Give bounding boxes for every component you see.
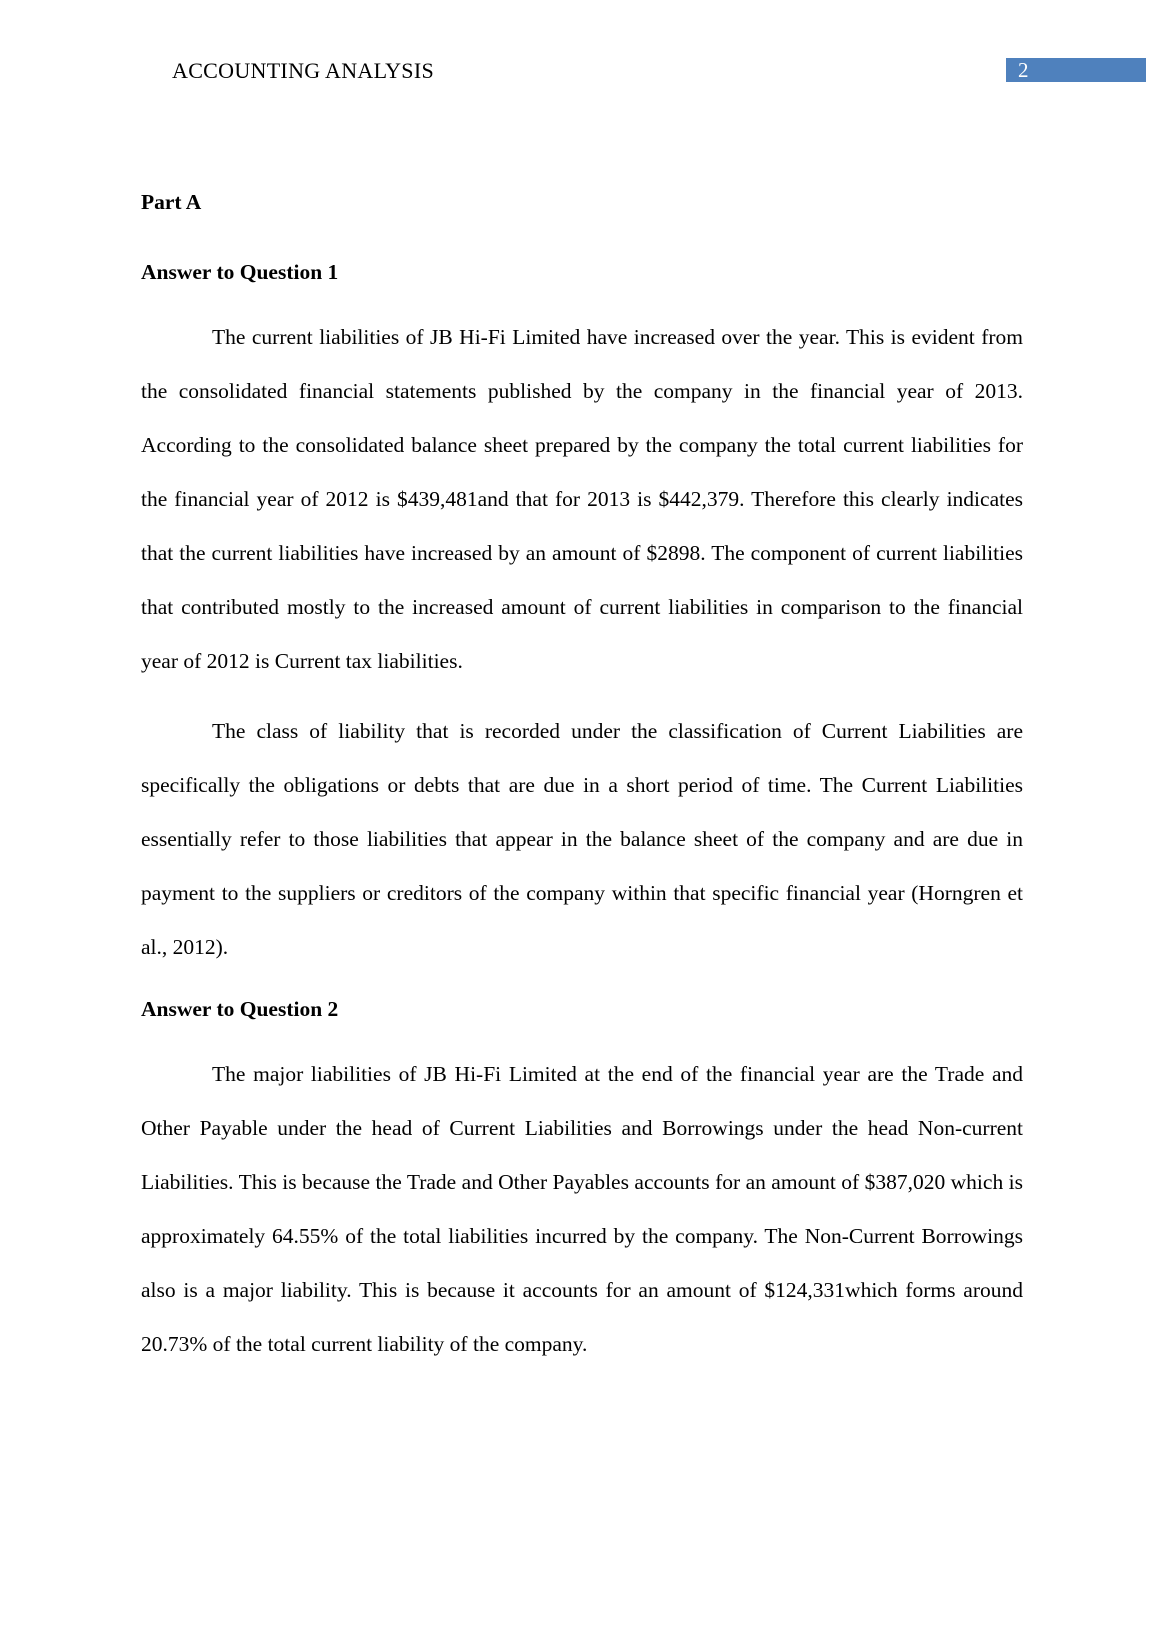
- question-1-heading: Answer to Question 1: [141, 260, 339, 284]
- question-2-paragraph-1: The major liabilities of JB Hi-Fi Limited at the end of the financial year are the Trade and Other Payable under the head of Current Liabilities and Borrowings under the head Non-current Liabilities. This is because the Trade and Other Payables accounts for an amount of $387,020 which is approximately 64.55% of the total liabilities incurred by the company. The Non-Current Borrowings also is a major liability. This is because it accounts for an amount of $124,331which forms around 20.73% of the total current liability of the company.: [141, 1062, 1023, 1356]
- running-head: ACCOUNTING ANALYSIS: [172, 58, 435, 83]
- question-2-heading: Answer to Question 2: [141, 997, 339, 1021]
- document-body: [141, 186, 1023, 1371]
- part-heading: Part A: [141, 190, 202, 214]
- question-1-paragraph-2: The class of liability that is recorded under the classification of Current Liabilities are specifically the obligations or debts that are due in a short period of time. The Current Liabilities essentially refer to those liabilities that appear in the balance sheet of the company and are due in payment to the suppliers or creditors of the company within that specific financial year (Horngren et al., 2012).: [141, 719, 1023, 959]
- page-number: 2: [1006, 58, 1146, 82]
- question-1-paragraph-1: The current liabilities of JB Hi-Fi Limited have increased over the year. This is evident from the consolidated financial statements published by the company in the financial year of 2013. According to the consolidated balance sheet prepared by the company the total current liabilities for the financial year of 2012 is $439,481and that for 2013 is $442,379. Therefore this clearly indicates that the current liabilities have increased by an amount of $2898. The component of current liabilities that contributed mostly to the increased amount of current liabilities in comparison to the financial year of 2012 is Current tax liabilities.: [141, 325, 1023, 673]
